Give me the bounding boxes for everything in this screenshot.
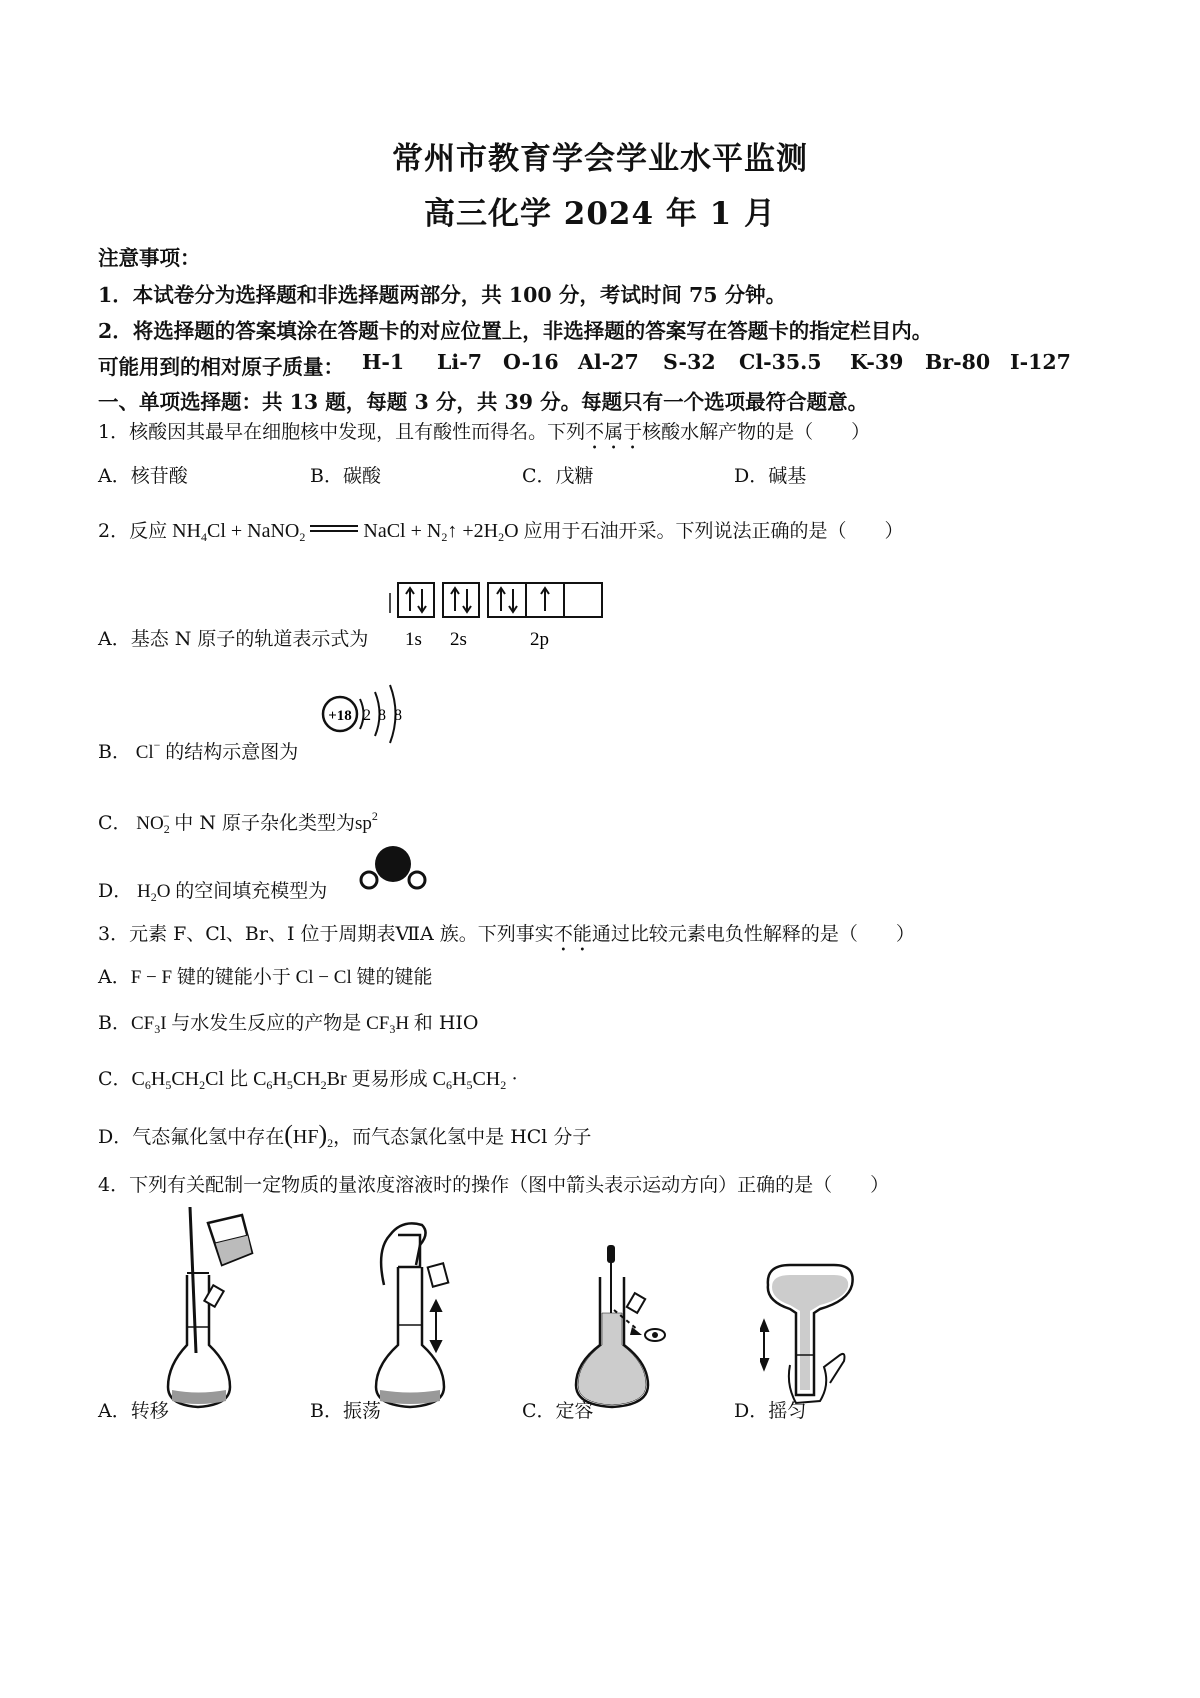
atomic-mass: Cl-35.5 bbox=[739, 350, 822, 374]
q4-option-a: A．转移 bbox=[98, 1400, 169, 1422]
atomic-mass: S-32 bbox=[663, 350, 716, 374]
orbital-label-2p: 2p bbox=[530, 629, 549, 650]
shell-electrons: 2 bbox=[363, 707, 371, 724]
orbital-label-2s: 2s bbox=[450, 629, 467, 650]
notice-item-2: 2．将选择题的答案填涂在答题卡的对应位置上，非选择题的答案写在答题卡的指定栏目内。 bbox=[98, 319, 933, 343]
atomic-mass: Li-7 bbox=[437, 350, 482, 374]
q4-option-b: B．振荡 bbox=[310, 1400, 381, 1422]
atomic-mass: Br-80 bbox=[925, 350, 991, 374]
q3-option-a: A．F − F 键的键能小于 Cl − Cl 键的键能 bbox=[98, 966, 433, 988]
atomic-mass: I-127 bbox=[1010, 350, 1071, 374]
q1-option-a: A．核苷酸 bbox=[98, 465, 188, 487]
notice-item-1: 1．本试卷分为选择题和非选择题两部分，共 100 分，考试时间 75 分钟。 bbox=[98, 283, 787, 307]
page-title: 常州市教育学会学业水平监测 bbox=[392, 141, 808, 177]
q1-option-d: D．碱基 bbox=[734, 465, 807, 487]
question-1-stem: 1．核酸因其最早在细胞核中发现，且有酸性而得名。下列不属于核酸水解产物的是（ ） bbox=[98, 421, 871, 443]
orbital-label-1s: 1s bbox=[405, 629, 422, 650]
q3-option-b: B．$CF_3I$ 与水发生反应的产物是 $CF_3H$ 和 HIO bbox=[98, 1012, 479, 1036]
q1-option-c: C．戊糖 bbox=[522, 465, 594, 487]
atomic-masses-label: 可能用到的相对原子质量： bbox=[98, 355, 344, 379]
invert-mix-figure bbox=[760, 1205, 890, 1415]
q4-option-c: C．定容 bbox=[522, 1400, 594, 1422]
orbital-diagram bbox=[385, 575, 610, 655]
q2-option-d: D． $H_2O$ 的空间填充模型为 bbox=[98, 880, 328, 904]
shell-electrons: 8 bbox=[394, 707, 402, 724]
q2-option-b: B． Cl− 的结构示意图为 bbox=[98, 738, 299, 763]
fill-to-mark-figure bbox=[570, 1205, 700, 1415]
question-2-stem: 2．反应 $NH_4Cl$ + NaNO$_2$ NaCl + $N_2↑ +2H_2O$ 应用于石油开采。下列说法正确的是（ ） bbox=[98, 520, 904, 544]
q3-option-c: C．$C_6H_5CH_2Cl$ 比 $C_6H_5CH_2Br$ 更易形成 $C_6H_5CH_2$ · bbox=[98, 1068, 518, 1092]
q1-option-b: B．碳酸 bbox=[310, 465, 381, 487]
section-heading: 一、单项选择题：共 13 题，每题 3 分，共 39 分。每题只有一个选项最符合题意。 bbox=[98, 390, 869, 414]
shell-electrons: 8 bbox=[378, 707, 386, 724]
atomic-mass: Al-27 bbox=[578, 350, 639, 374]
q2-option-a: A．基态 N 原子的轨道表示式为 bbox=[98, 628, 369, 650]
page-subtitle: 高三化学 2024 年 1 月 bbox=[423, 196, 777, 232]
atomic-mass: H-1 bbox=[362, 350, 405, 374]
notice-heading: 注意事项： bbox=[98, 246, 201, 270]
q3-option-d: D．气态氟化氢中存在$(HF)_2$，而气态氯化氢中是 HCl 分子 bbox=[98, 1120, 592, 1150]
q4-option-d: D．摇匀 bbox=[734, 1400, 807, 1422]
question-4-stem: 4．下列有关配制一定物质的量浓度溶液时的操作（图中箭头表示运动方向）正确的是（ ） bbox=[98, 1174, 890, 1196]
atom-structure-diagram bbox=[320, 675, 430, 755]
nucleus-charge: +18 bbox=[328, 708, 352, 724]
q2-option-c: C． $NO_2^-$ 中 N 原子杂化类型为$sp^2$ bbox=[98, 809, 378, 836]
shaking-figure bbox=[370, 1205, 500, 1415]
atomic-mass: K-39 bbox=[850, 350, 904, 374]
water-model-icon bbox=[355, 840, 435, 900]
transfer-figure bbox=[160, 1205, 280, 1415]
atomic-mass: O-16 bbox=[503, 350, 559, 374]
question-3-stem: 3．元素 F、Cl、Br、I 位于周期表ⅦA 族。下列事实不能通过比较元素电负性解释的是（ ） bbox=[98, 923, 915, 945]
